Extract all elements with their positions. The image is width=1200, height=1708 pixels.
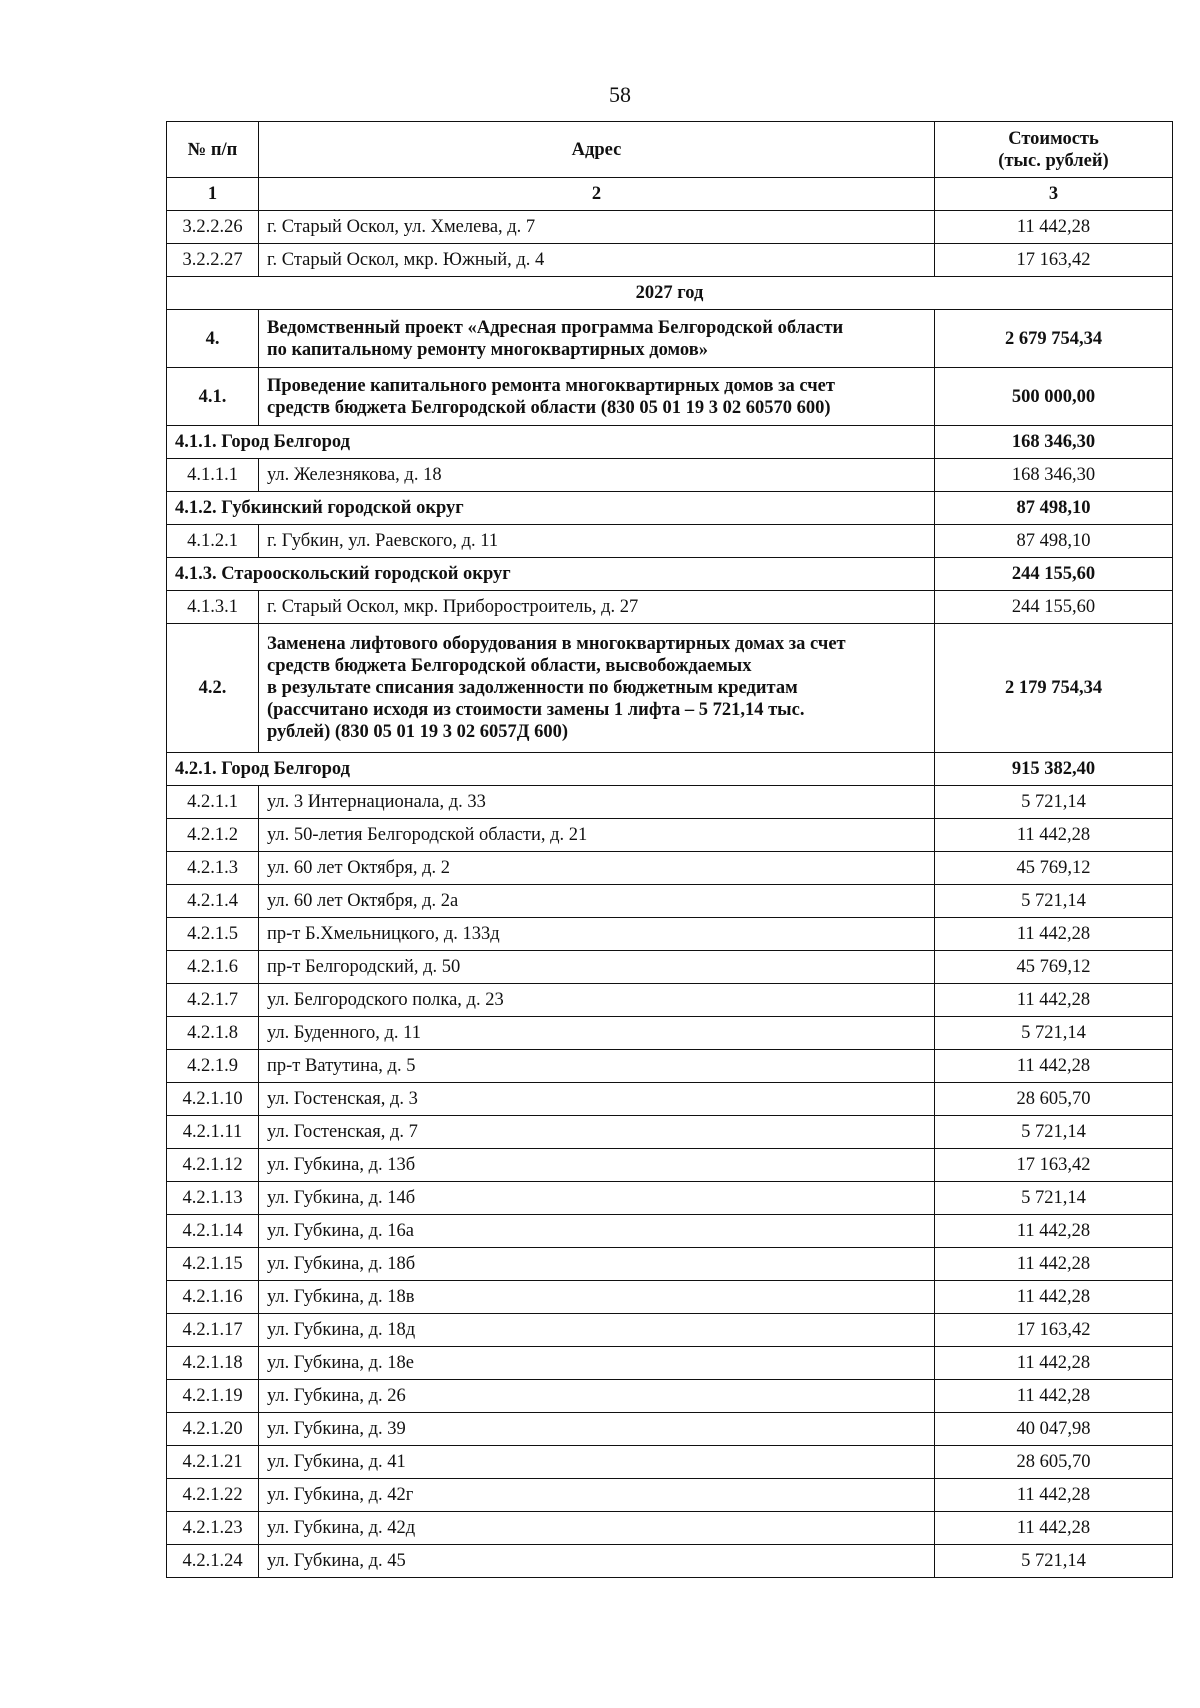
group-4-1-3-title: 4.1.3. Старооскольский городской округ <box>167 558 935 591</box>
row-number: 4.2.1.17 <box>167 1314 259 1347</box>
row-address: ул. Железнякова, д. 18 <box>259 459 935 492</box>
row-number: 4.2.1.6 <box>167 951 259 984</box>
row-address: ул. Буденного, д. 11 <box>259 1017 935 1050</box>
year-row <box>167 277 1173 310</box>
row-cost: 11 442,28 <box>935 1347 1173 1380</box>
subsection-4-2-row <box>167 624 1173 753</box>
table-row <box>167 211 1173 244</box>
subsection-4-1-cost: 500 000,00 <box>935 368 1173 426</box>
row-number: 4.2.1.16 <box>167 1281 259 1314</box>
column-index-3: 3 <box>935 178 1173 211</box>
table-row <box>167 852 1173 885</box>
subsection-4-2-number: 4.2. <box>167 624 259 753</box>
header-cost-line2: (тыс. рублей) <box>998 150 1109 171</box>
row-address: г. Старый Оскол, мкр. Южный, д. 4 <box>259 244 935 277</box>
table-row <box>167 918 1173 951</box>
row-address: ул. Губкина, д. 14б <box>259 1182 935 1215</box>
row-number: 4.2.1.9 <box>167 1050 259 1083</box>
table-row <box>167 1017 1173 1050</box>
group-4-2-1-cost: 915 382,40 <box>935 753 1173 786</box>
table-row <box>167 1182 1173 1215</box>
table-row <box>167 984 1173 1017</box>
subsection-4-1-line2: средств бюджета Белгородской области (830 05 01 19 3 02 60570 600) <box>267 397 831 418</box>
group-4-1-2-cost: 87 498,10 <box>935 492 1173 525</box>
group-4-1-1-title: 4.1.1. Город Белгород <box>167 426 935 459</box>
subsection-4-1-row <box>167 368 1173 426</box>
row-number: 4.2.1.1 <box>167 786 259 819</box>
row-cost: 11 442,28 <box>935 1215 1173 1248</box>
row-cost: 5 721,14 <box>935 1545 1173 1578</box>
row-address: ул. Губкина, д. 26 <box>259 1380 935 1413</box>
project-title-line1: Ведомственный проект «Адресная программа Белгородской области <box>267 317 844 338</box>
subsection-4-2-line3: в результате списания задолженности по бюджетным кредитам <box>267 678 798 698</box>
row-cost: 11 442,28 <box>935 918 1173 951</box>
row-cost: 28 605,70 <box>935 1446 1173 1479</box>
subsection-4-1-title <box>259 368 935 426</box>
row-number: 4.2.1.24 <box>167 1545 259 1578</box>
row-address: пр-т Б.Хмельницкого, д. 133д <box>259 918 935 951</box>
row-cost: 11 442,28 <box>935 1050 1173 1083</box>
group-4-1-2-title: 4.1.2. Губкинский городской округ <box>167 492 935 525</box>
row-address: ул. Губкина, д. 42г <box>259 1479 935 1512</box>
row-number: 4.2.1.22 <box>167 1479 259 1512</box>
group-4-2-1-title: 4.2.1. Город Белгород <box>167 753 935 786</box>
group-4-1-1-row <box>167 426 1173 459</box>
table-row <box>167 819 1173 852</box>
row-cost: 11 442,28 <box>935 819 1173 852</box>
table-row <box>167 1116 1173 1149</box>
row-number: 4.2.1.13 <box>167 1182 259 1215</box>
subsection-4-1-line1: Проведение капитального ремонта многоквартирных домов за счет <box>267 375 835 396</box>
row-number: 4.2.1.4 <box>167 885 259 918</box>
row-address: г. Старый Оскол, ул. Хмелева, д. 7 <box>259 211 935 244</box>
header-address: Адрес <box>259 122 935 178</box>
subsection-4-2-line2: средств бюджета Белгородской области, высвобождаемых <box>267 656 752 676</box>
header-cost <box>935 122 1173 178</box>
row-cost: 45 769,12 <box>935 951 1173 984</box>
row-cost: 11 442,28 <box>935 1380 1173 1413</box>
subsection-4-2-line5: рублей) (830 05 01 19 3 02 6057Д 600) <box>267 722 569 742</box>
group-4-2-1-row <box>167 753 1173 786</box>
row-address: ул. Губкина, д. 18в <box>259 1281 935 1314</box>
row-number: 4.2.1.18 <box>167 1347 259 1380</box>
row-number: 4.2.1.2 <box>167 819 259 852</box>
row-number: 3.2.2.26 <box>167 211 259 244</box>
row-cost: 40 047,98 <box>935 1413 1173 1446</box>
column-index-2: 2 <box>259 178 935 211</box>
table-row <box>167 786 1173 819</box>
address-cost-table <box>166 121 1173 1578</box>
row-number: 4.2.1.5 <box>167 918 259 951</box>
page-number: 58 <box>609 82 631 107</box>
row-number: 4.2.1.12 <box>167 1149 259 1182</box>
table-row <box>167 1083 1173 1116</box>
subsection-4-2-line1: Заменена лифтового оборудования в многоквартирных домах за счет <box>267 634 846 654</box>
table-row <box>167 591 1173 624</box>
column-index-1: 1 <box>167 178 259 211</box>
table-row <box>167 1413 1173 1446</box>
group-4-1-2-row <box>167 492 1173 525</box>
row-address: ул. Гостенская, д. 7 <box>259 1116 935 1149</box>
row-address: г. Губкин, ул. Раевского, д. 11 <box>259 525 935 558</box>
row-cost: 11 442,28 <box>935 211 1173 244</box>
row-cost: 28 605,70 <box>935 1083 1173 1116</box>
row-number: 4.2.1.10 <box>167 1083 259 1116</box>
row-number: 4.1.1.1 <box>167 459 259 492</box>
row-cost: 17 163,42 <box>935 1314 1173 1347</box>
table-row <box>167 525 1173 558</box>
subsection-4-2-line4: (рассчитано исходя из стоимости замены 1 лифта – 5 721,14 тыс. <box>267 700 805 720</box>
year-label: 2027 год <box>167 277 1173 310</box>
row-address: ул. Белгородского полка, д. 23 <box>259 984 935 1017</box>
row-address: ул. 60 лет Октября, д. 2 <box>259 852 935 885</box>
row-address: ул. 50-летия Белгородской области, д. 21 <box>259 819 935 852</box>
row-address: ул. Губкина, д. 39 <box>259 1413 935 1446</box>
table-row <box>167 1446 1173 1479</box>
table-row <box>167 1248 1173 1281</box>
table-row <box>167 1545 1173 1578</box>
row-number: 4.2.1.3 <box>167 852 259 885</box>
subsection-4-1-number: 4.1. <box>167 368 259 426</box>
row-cost: 45 769,12 <box>935 852 1173 885</box>
table-row <box>167 1512 1173 1545</box>
row-cost: 5 721,14 <box>935 1017 1173 1050</box>
row-address: пр-т Ватутина, д. 5 <box>259 1050 935 1083</box>
row-number: 4.2.1.20 <box>167 1413 259 1446</box>
row-address: ул. Губкина, д. 18д <box>259 1314 935 1347</box>
table-row <box>167 1479 1173 1512</box>
subsection-4-2-title <box>259 624 935 753</box>
row-number: 4.2.1.15 <box>167 1248 259 1281</box>
row-address: г. Старый Оскол, мкр. Приборостроитель, д. 27 <box>259 591 935 624</box>
header-cost-line1: Стоимость <box>1008 128 1099 149</box>
table-row <box>167 1215 1173 1248</box>
row-number: 4.2.1.11 <box>167 1116 259 1149</box>
project-title <box>259 310 935 368</box>
row-number: 4.2.1.21 <box>167 1446 259 1479</box>
row-cost: 11 442,28 <box>935 1281 1173 1314</box>
table-row <box>167 1149 1173 1182</box>
row-cost: 11 442,28 <box>935 984 1173 1017</box>
row-number: 4.1.2.1 <box>167 525 259 558</box>
table-row <box>167 1050 1173 1083</box>
row-address: ул. Губкина, д. 18б <box>259 1248 935 1281</box>
row-address: ул. 60 лет Октября, д. 2а <box>259 885 935 918</box>
row-number: 4.1.3.1 <box>167 591 259 624</box>
row-address: ул. 3 Интернационала, д. 33 <box>259 786 935 819</box>
header-number: № п/п <box>167 122 259 178</box>
row-cost: 11 442,28 <box>935 1479 1173 1512</box>
row-address: ул. Губкина, д. 13б <box>259 1149 935 1182</box>
table-row <box>167 1281 1173 1314</box>
row-address: ул. Гостенская, д. 3 <box>259 1083 935 1116</box>
row-cost: 5 721,14 <box>935 885 1173 918</box>
row-cost: 5 721,14 <box>935 1182 1173 1215</box>
table-row <box>167 244 1173 277</box>
column-index-row <box>167 178 1173 211</box>
row-number: 4.2.1.8 <box>167 1017 259 1050</box>
group-4-1-1-cost: 168 346,30 <box>935 426 1173 459</box>
subsection-4-2-cost: 2 179 754,34 <box>935 624 1173 753</box>
group-4-1-3-cost: 244 155,60 <box>935 558 1173 591</box>
row-address: ул. Губкина, д. 41 <box>259 1446 935 1479</box>
table-row <box>167 1314 1173 1347</box>
table-row <box>167 459 1173 492</box>
table-row <box>167 1380 1173 1413</box>
project-cost: 2 679 754,34 <box>935 310 1173 368</box>
row-cost: 17 163,42 <box>935 244 1173 277</box>
row-address: ул. Губкина, д. 45 <box>259 1545 935 1578</box>
row-cost: 5 721,14 <box>935 1116 1173 1149</box>
table-header-row <box>167 122 1173 178</box>
group-4-1-3-row <box>167 558 1173 591</box>
row-number: 3.2.2.27 <box>167 244 259 277</box>
row-cost: 5 721,14 <box>935 786 1173 819</box>
row-number: 4.2.1.14 <box>167 1215 259 1248</box>
table-row <box>167 951 1173 984</box>
project-row <box>167 310 1173 368</box>
row-cost: 11 442,28 <box>935 1248 1173 1281</box>
row-address: пр-т Белгородский, д. 50 <box>259 951 935 984</box>
row-address: ул. Губкина, д. 42д <box>259 1512 935 1545</box>
row-cost: 244 155,60 <box>935 591 1173 624</box>
row-address: ул. Губкина, д. 18е <box>259 1347 935 1380</box>
table-row <box>167 885 1173 918</box>
project-number: 4. <box>167 310 259 368</box>
row-address: ул. Губкина, д. 16а <box>259 1215 935 1248</box>
row-number: 4.2.1.7 <box>167 984 259 1017</box>
row-number: 4.2.1.19 <box>167 1380 259 1413</box>
row-number: 4.2.1.23 <box>167 1512 259 1545</box>
row-cost: 17 163,42 <box>935 1149 1173 1182</box>
row-cost: 87 498,10 <box>935 525 1173 558</box>
row-cost: 11 442,28 <box>935 1512 1173 1545</box>
table-row <box>167 1347 1173 1380</box>
row-cost: 168 346,30 <box>935 459 1173 492</box>
project-title-line2: по капитальному ремонту многоквартирных домов» <box>267 339 708 360</box>
